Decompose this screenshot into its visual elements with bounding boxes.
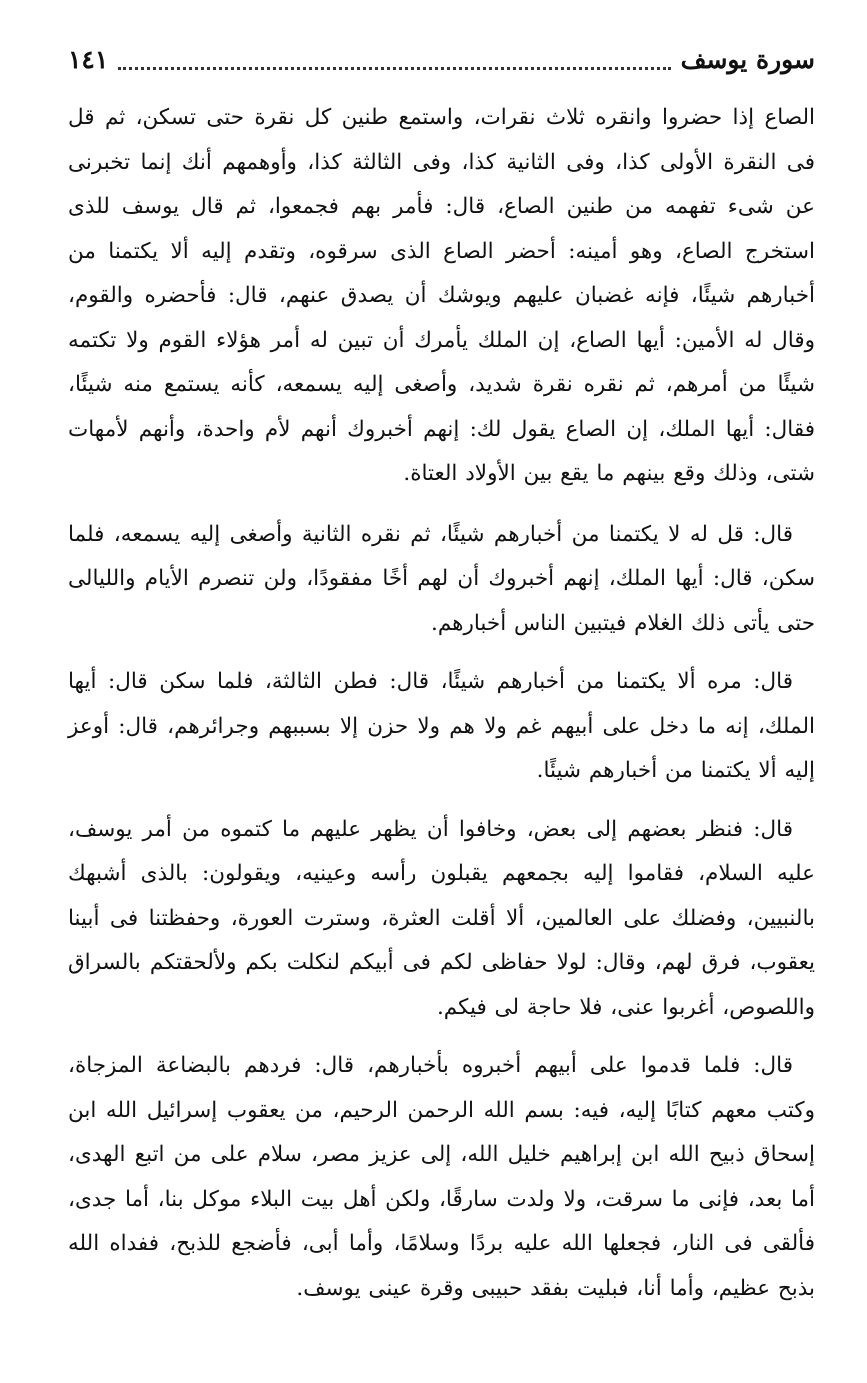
page-header bbox=[68, 38, 815, 82]
paragraph-2: قال: قل له لا يكتمنا من أخبارهم شيئًا، ثم نقره الثانية وأصغى إليه يسمعه، فلما سكن، قال: أيها الملك، إنهم أخبروك أن لهم أخًا مفقودًا، ولن تنصرم الأيام والليالى حتى يأتى ذلك الغلام فيتبين الناس أخبارهم. bbox=[68, 521, 815, 636]
page-number: ١٤١ bbox=[68, 45, 109, 74]
paragraph-4: قال: فنظر بعضهم إلى بعض، وخافوا أن يظهر عليهم ما كتموه من أمر يوسف، عليه السلام، فقاموا إليه بجمعهم يقبلون رأسه وعينيه، ويقولون: بالذى أشبهك بالنبيين، وفضلك على العالمين، ألا أقلت العثرة، وسترت العورة، وحفظتنا فى أبينا يعقوب، فرق لهم، وقال: لولا حفاظى لكم فى أبيكم لنكلت بكم ولألحقتكم بالسراق واللصوص، أغربوا عنى، فلا حاجة لى فيكم. bbox=[68, 816, 815, 1020]
paragraph-5: قال: فلما قدموا على أبيهم أخبروه بأخبارهم، قال: فردهم بالبضاعة المزجاة، وكتب معهم كتابًا إليه، فيه: بسم الله الرحمن الرحيم، من يعقوب إسرائيل الله ابن إسحاق ذبيح الله ابن إبراهيم خليل الله، إلى عزيز مصر، سلام على من اتبع الهدى، أما بعد، فإنى ما سرقت، ولا ولدت سارقًا، ولكن أهل بيت البلاء موكل بنا، أما جدى، فألقى فى النار، فجعلها الله عليه بردًا وسلامًا، وأما أبى، فأضجع للذبح، ففداه الله بذبح عظيم، وأما أنا، فبليت بفقد حبيبى وقرة عينى يوسف. bbox=[68, 1053, 815, 1301]
page-body bbox=[68, 96, 815, 1311]
paragraph-3: قال: مره ألا يكتمنا من أخبارهم شيئًا، قال: فطن الثالثة، فلما سكن قال: أيها الملك، إنه ما دخل على أبيهم غم ولا هم ولا حزن إلا بسببهم وجرائرهم، قال: أوعز إليه ألا يكتمنا من أخبارهم شيئًا. bbox=[68, 669, 815, 783]
paragraph-1: الصاع إذا حضروا وانقره ثلاث نقرات، واستمع طنين كل نقرة حتى تسكن، ثم قل فى النقرة الأولى كذا، وفى الثانية كذا، وفى الثالثة كذا، وأوهمهم أنك إنما تخبرنى عن شىء تفهمه من طنين الصاع، قال: فأمر بهم فجمعوا، ثم قال يوسف للذى استخرج الصاع، وهو أمينه: أحضر الصاع الذى سرقوه، وتقدم إليه ألا يكتمنا من أخبارهم شيئًا، فإنه غضبان عليهم ويوشك أن يصدق عنهم، قال: فأحضره والقوم، وقال له الأمين: أيها الصاع، إن الملك يأمرك أن تبين له أمر هؤلاء القوم ولا تكتمه شيئًا من أمرهم، ثم نقره نقرة شديد، وأصغى إليه يسمعه، كأنه يستمع منه شيئًا، فقال: أيها الملك، إن الصاع يقول لك: إنهم أخبروك أنهم لأم واحدة، وأنهم لأمهات شتى، وذلك وقع بينهم ما يقع بين الأولاد العتاة. bbox=[68, 105, 815, 486]
header-dot-leader bbox=[118, 67, 670, 70]
chapter-title: سورة يوسف bbox=[680, 45, 815, 74]
